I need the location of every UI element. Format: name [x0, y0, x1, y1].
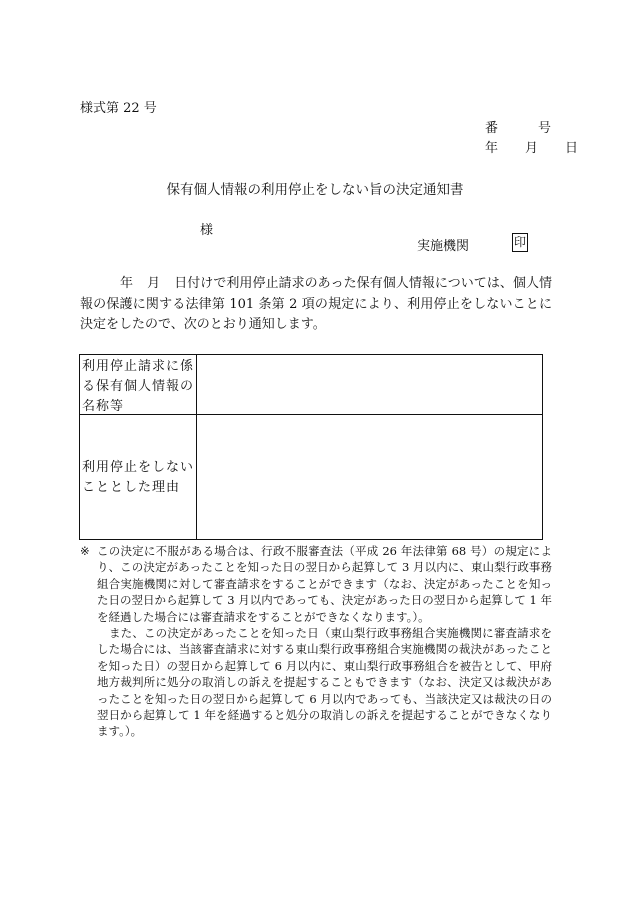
row-label-cell — [80, 415, 197, 539]
issue-date-field[interactable] — [485, 137, 578, 156]
addressee-field[interactable]: 様 — [200, 223, 214, 238]
number-label-go: 号 — [538, 121, 552, 136]
document-number-field[interactable] — [485, 117, 551, 136]
appeal-note — [80, 543, 552, 740]
issuer-label: 実施機関 — [417, 239, 470, 254]
document-title: 保有個人情報の利用停止をしない旨の決定通知書 — [166, 182, 464, 198]
decision-table — [79, 354, 543, 540]
date-month-label: 月 — [525, 141, 539, 156]
row-label-cell — [80, 355, 197, 414]
date-year-label: 年 — [485, 141, 499, 156]
note-mark: ※ — [80, 544, 90, 558]
table-row — [80, 355, 542, 415]
row-label-reason: 利用停止をしないこととした理由 — [82, 460, 195, 495]
form-number: 様式第 22 号 — [80, 101, 157, 116]
notice-body — [80, 274, 552, 336]
note-paragraph-1: この決定に不服がある場合は、行政不服審査法（平成 26 年法律第 68 号）の規定により、この決定があったことを知った日の翌日から起算して 3 月以内に、東山梨行政事務組合実施機関に対して審査請求をすることができます（なお、決定があったことを知った日の翌日から起算して 3 月以内であっても、決定があった日の翌日から起算して 1 年を経過した場合には審査請求をすることができなくなります。）。 — [97, 544, 552, 624]
table-row — [80, 415, 542, 539]
body-year-label: 年 — [120, 276, 134, 291]
reason-field[interactable] — [197, 415, 542, 539]
body-text: 日付けで利用停止請求のあった保有個人情報については、個人情報の保護に関する法律第 101 条第 2 項の規定により、利用停止をしないことに決定をしたので、次のとおり通知します。 — [80, 276, 552, 332]
seal-box: 印 — [512, 233, 528, 252]
information-name-field[interactable] — [197, 355, 542, 414]
note-paragraph-2: また、この決定があったことを知った日（東山梨行政事務組合実施機関に審査請求をした場合には、当該審査請求に対する東山梨行政事務組合実施機関の裁決があったことを知った日）の翌日から起算して 6 月以内に、東山梨行政事務組合を被告として、甲府地方裁判所に処分の取消しの訴えを提起することもできます（なお、決定又は裁決があったことを知った日の翌日から起算して 6 月以内であっても、当該決定又は裁決の日の翌日から起算して 1 年を経過すると処分の取消しの訴えを提起することができなくなります。）。 — [97, 626, 552, 739]
row-label-information-name: 利用停止請求に係る保有個人情報の名称等 — [82, 359, 195, 414]
body-month-label: 月 — [147, 276, 161, 291]
date-day-label: 日 — [565, 141, 579, 156]
number-label-ban: 番 — [485, 121, 499, 136]
